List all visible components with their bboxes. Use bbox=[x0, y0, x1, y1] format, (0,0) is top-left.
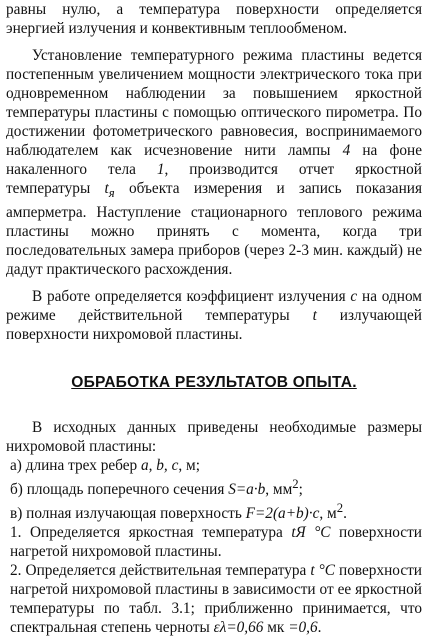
step-2: 2. Определяется действительная температура t °C поверхности нагретой нихромовой пластины в зависимости от ее яркостной температуры по табл. 3.1; приближенно принимается, что спектральная степень черноты ελ=0,66 мк =0,6. bbox=[10, 562, 422, 637]
paragraph-coefficient: В работе определяется коэффициент излучения c на одном режиме действительной температуры t излучающей поверхности нихромовой пластины. bbox=[6, 288, 422, 344]
paragraph-setup: Установление температурного режима пластины ведется постепенным увеличением мощности электрического тока при одновременном наблюдении за повышением яркостной температуры пластины с помощью оптического пирометра. По достижении фотометрического равновесия, воспринимаемого наблюдателем как исчезновение нити лампы 4 на фоне накаленного тела 1, производится отчет яркостной температуры $t_я$ объекта измерения и запись показания амперметра. Наступление стационарного теплового режима пластины можно принять с момента, когда три последовательных замера приборов (через 2-3 мин. каждый) не дадут практического расхождения. bbox=[6, 47, 422, 279]
list-item-surface: в) полная излучающая поверхность F=2(a+b)·c, $м^2$. bbox=[10, 501, 347, 523]
step-1: 1. Определяется яркостная температура tЯ °C поверхности нагретой нихромовой пластины. bbox=[10, 524, 422, 561]
paragraph-top: равны нулю, а температура поверхности определяется энергией излучения и конвективным теплообменом. bbox=[6, 1, 422, 37]
paragraph-initial-data: В исходных данных приведены необходимые размеры нихромовой пластины: bbox=[6, 419, 422, 456]
list-item-cross-section: б) площадь поперечного сечения S=a·b, $мм^2$; bbox=[10, 477, 303, 499]
list-item-edges: а) длина трех ребер a, b, c, м; bbox=[10, 457, 200, 475]
section-heading: ОБРАБОТКА РЕЗУЛЬТАТОВ ОПЫТА. bbox=[71, 374, 357, 392]
